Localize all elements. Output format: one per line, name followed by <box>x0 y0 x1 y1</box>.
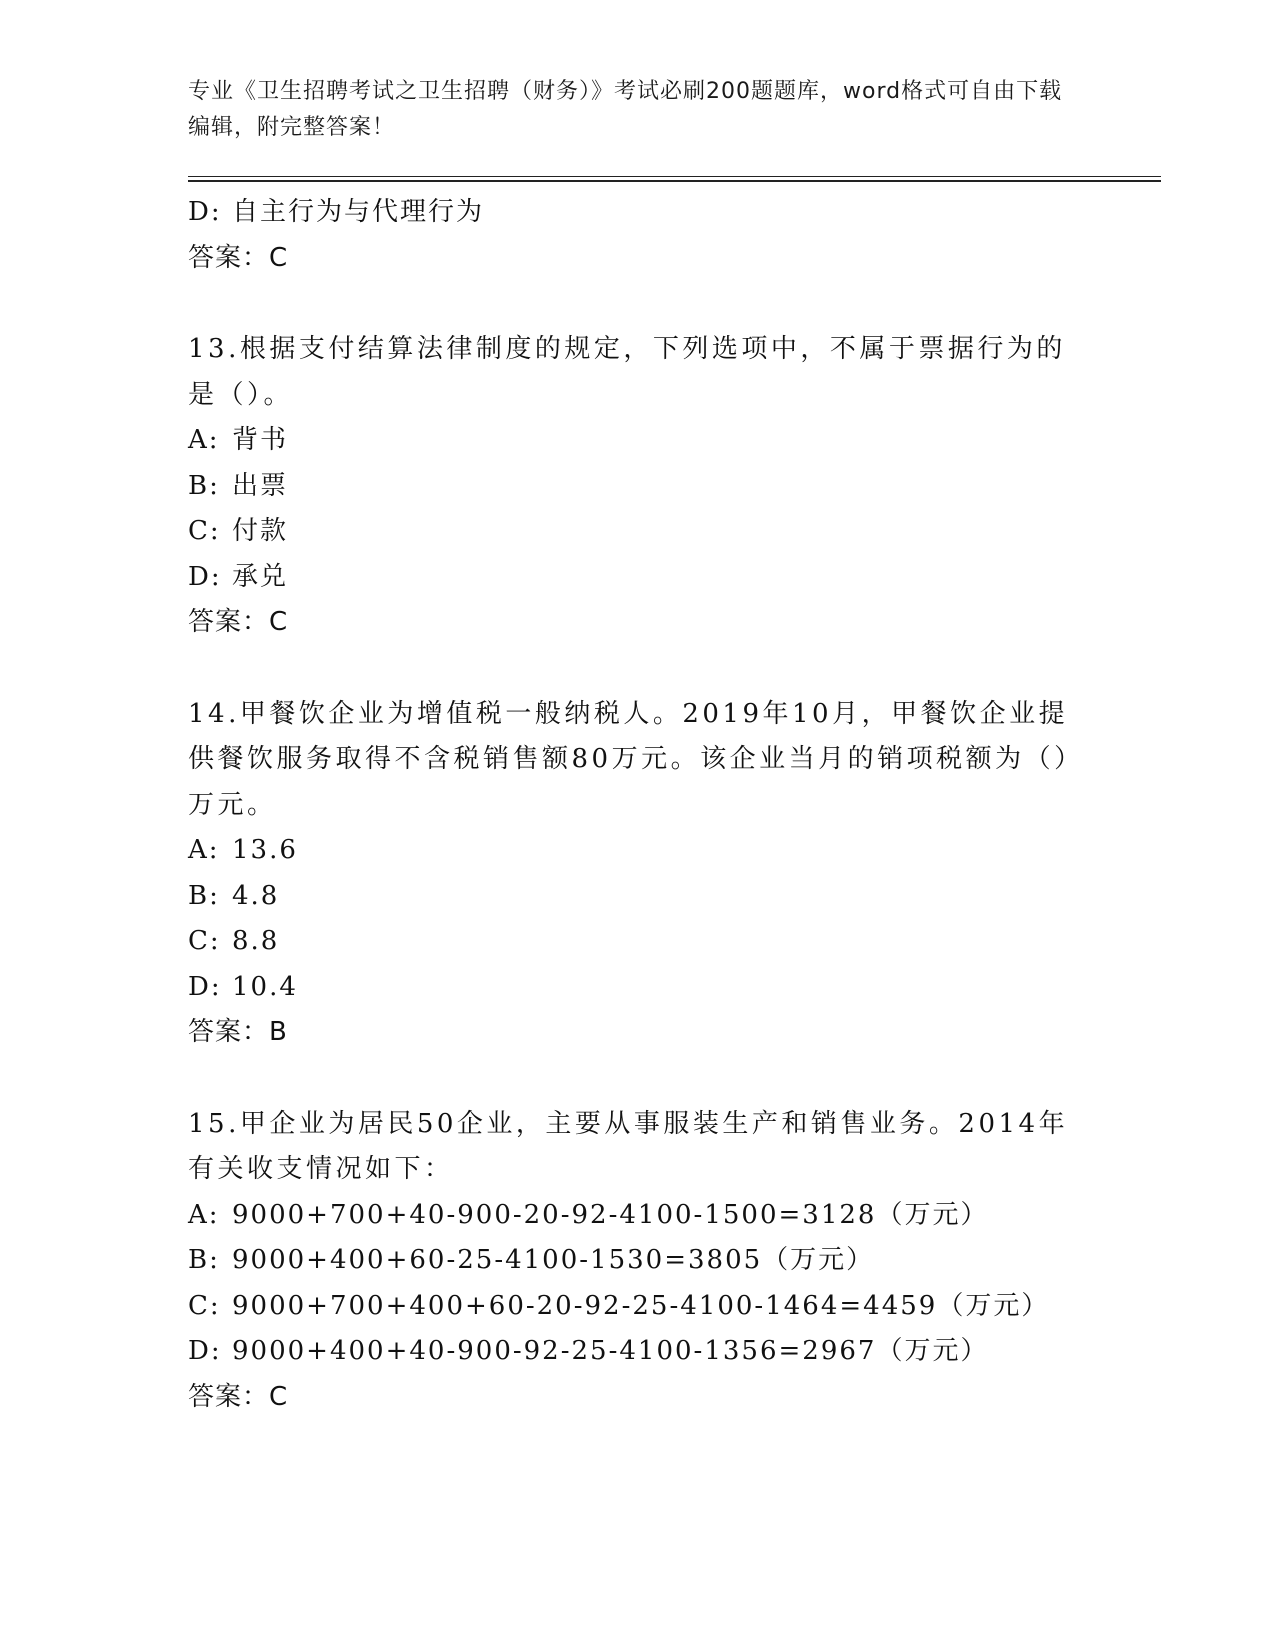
option-d <box>188 1329 1088 1375</box>
option-c <box>188 919 1088 965</box>
option-text: 9000+700+400+60-20-92-25-4100-1464=4459（万元） <box>232 1290 1050 1321</box>
question-text: 15.甲企业为居民50企业，主要从事服装生产和销售业务。2014年有关收支情况如下： <box>188 1108 1069 1184</box>
spacer <box>188 281 1088 327</box>
option-b <box>188 1238 1088 1284</box>
option-text: 付款 <box>232 516 289 546</box>
option-text: 承兑 <box>232 561 289 592</box>
option-text: 出票 <box>232 470 289 501</box>
option-d <box>188 965 1088 1011</box>
option-text: 9000+700+40-900-20-92-4100-1500=3128（万元） <box>232 1199 989 1230</box>
option-b <box>188 464 1088 510</box>
option-text: 9000+400+60-25-4100-1530=3805（万元） <box>232 1245 875 1275</box>
header-divider-thin <box>188 176 1161 177</box>
option-label: C: <box>188 926 221 956</box>
document-header <box>188 74 1068 146</box>
answer: 答案：B <box>188 1017 288 1047</box>
option-text: 13.6 <box>232 835 298 865</box>
option-text: 4.8 <box>232 880 280 911</box>
option-text: 背书 <box>232 425 289 455</box>
question-text: 14.甲餐饮企业为增值税一般纳税人。2019年10月，甲餐饮企业提供餐饮服务取得不含税销售额80万元。该企业当月的销项税额为（）万元。 <box>188 698 1084 820</box>
option-label: D: <box>188 1336 222 1366</box>
answer: 答案：C <box>188 607 289 637</box>
option-d <box>188 555 1088 601</box>
option-label: B: <box>188 1245 220 1275</box>
option-label: A: <box>188 1199 220 1230</box>
option-label: B: <box>188 470 220 501</box>
option-label: A: <box>188 425 220 455</box>
option-text: 自主行为与代理行为 <box>232 197 485 227</box>
question-15 <box>188 1102 1088 1421</box>
option-a <box>188 828 1088 874</box>
spacer <box>188 646 1088 692</box>
option-text: 8.8 <box>232 926 280 956</box>
answer: 答案：C <box>188 1381 289 1412</box>
option-b <box>188 874 1088 920</box>
header-title: 专业《卫生招聘考试之卫生招聘（财务）》考试必刷200题题库，word格式可自由下载编辑，附完整答案！ <box>188 79 1063 140</box>
option-label: B: <box>188 880 220 911</box>
option-c <box>188 509 1088 555</box>
carryover-answer: 答案：C <box>188 242 289 273</box>
question-text: 13.根据支付结算法律制度的规定，下列选项中，不属于票据行为的是（）。 <box>188 334 1066 410</box>
option-label: C: <box>188 516 221 546</box>
option-label: A: <box>188 835 220 865</box>
header-divider-thick <box>188 180 1161 182</box>
option-label: C: <box>188 1290 221 1321</box>
option-text: 10.4 <box>232 971 298 1002</box>
question-13 <box>188 327 1088 646</box>
spacer <box>188 1056 1088 1102</box>
option-text: 9000+400+40-900-92-25-4100-1356=2967（万元） <box>232 1336 989 1366</box>
carryover-option-d <box>188 190 1088 236</box>
option-label: D: <box>188 561 222 592</box>
option-c <box>188 1284 1088 1330</box>
question-list <box>188 190 1088 1420</box>
option-a <box>188 418 1088 464</box>
option-label: D: <box>188 197 222 227</box>
question-14 <box>188 692 1088 1056</box>
option-label: D: <box>188 971 222 1002</box>
option-a <box>188 1193 1088 1239</box>
